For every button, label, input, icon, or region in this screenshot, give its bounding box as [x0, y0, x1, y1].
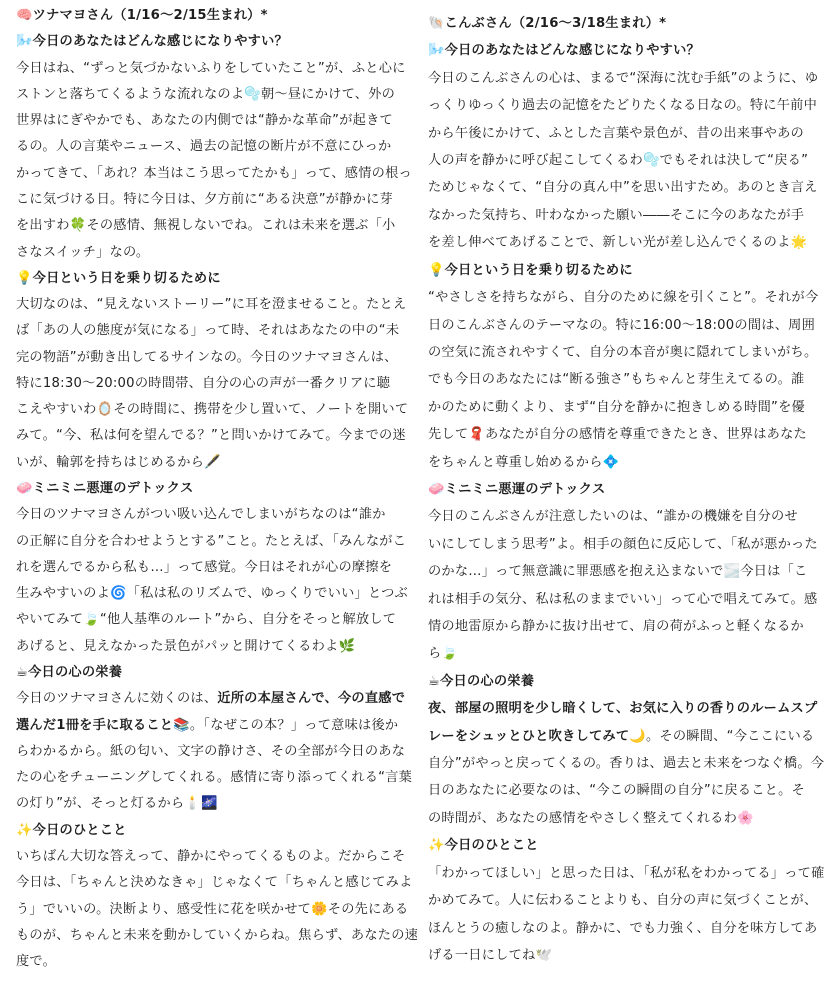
body-line: 度で。: [16, 954, 57, 970]
body-line: [428, 702, 817, 715]
body-line: を出すわ🍀その感情、無視しないでね。これは未来を選ぶ「小: [16, 218, 396, 234]
body-line: 今日のツナマヨさんに効くのは、近所の本屋さんで、今の直感で: [16, 691, 406, 707]
body-line: いにしてしまう思考”よ。相手の顔色に反応して、「私が悪かった: [428, 536, 818, 552]
body-line: こえやすいわ🪞その時間に、携帯を少し置いて、ノートを開いて: [16, 402, 409, 418]
body-line: なかった気持ち、叶わなかった願い――そこに今のあなたが手: [428, 207, 805, 223]
body-line: “やさしさを持ちながら、自分のために線を引くこと”。それが今: [428, 290, 819, 306]
body-line: の灯り”が、そっと灯るから🕯️🌌: [16, 796, 218, 812]
body-line: 今日のこんぶさんが注意したいのは、“誰かの機嫌を自分のせ: [428, 509, 798, 525]
body-line: 大切なのは、“見えないストーリー”に耳を澄ませること。たとえ: [16, 297, 407, 313]
body-line: 「わかってほしい」と思った日は、「私が私をわかってる」って確: [428, 865, 825, 881]
body-line: あげると、見えなかった景色がパッと開けてくるわよ🌿: [16, 638, 356, 654]
body-line: いちばん大切な答えって、静かにやってくるものよ。だからこそ: [16, 848, 406, 864]
body-line: っくりゆっくり過去の記憶をたどりたくなる日なの。特に午前中: [428, 98, 818, 114]
section-heading: 🌬️今日のあなたはどんな感じになりやすい？: [16, 34, 288, 50]
body-line: ものが、ちゃんと未来を動かしていくからね。焦らず、あなたの速: [16, 927, 419, 943]
body-line: を差し伸べてあげることで、新しい光が差し込んでくるのよ🌟: [428, 235, 808, 251]
body-line: ば「あの人の態度が気になる」って時、それはあなたの中の“未: [16, 323, 400, 339]
body-line: かってきて、「あれ？本当はこう思ってたかも」って、感情の根っ: [16, 165, 412, 181]
body-line: るの。人の言葉やニュース、過去の記憶の断片が不意にひっか: [16, 139, 392, 155]
section-heading: ✨今日のひとこと: [16, 822, 127, 838]
body-line: 情の地雷原から静かに抜け出せて、肩の荷がふっと軽くなるか: [428, 619, 804, 635]
body-line: みて。“今、私は何を望んでる？”と問いかけてみて。今までの迷: [16, 428, 406, 444]
body-line: ら🍃: [428, 646, 459, 662]
section-heading: ✨今日のひとこと: [428, 838, 539, 854]
body-line: さなスイッチ」なの。: [16, 244, 150, 260]
section-heading: 🌬️今日のあなたはどんな感じになりやすい？: [428, 43, 700, 59]
body-line: 今日のこんぶさんの心は、まるで“深海に沈む手紙”のように、ゆ: [428, 70, 819, 86]
body-line: げる一日にしてね🕊️: [428, 947, 553, 963]
body-line: れは相手の気分、私は私のままでいい」って心で唱えてみて。感: [428, 591, 818, 607]
bold-span: レーをシュッとひと吹きしてみて: [428, 728, 630, 744]
section-heading: 🧼ミニミニ悪運のデトックス: [16, 481, 194, 497]
body-line: こに気づける日。特に今日は、夕方前に“ある決意”が静かに芽: [16, 191, 393, 207]
body-line: ためじゃなくて、“自分の真ん中”を思い出すため。あのとき言え: [428, 180, 818, 196]
body-line: たの心をチューニングしてくれる。感情に寄り添ってくれる“言葉: [16, 770, 413, 786]
body-line: の正解に自分を合わせようとする”こと。たとえば、「みんながこ: [16, 533, 407, 549]
body-line: 生みやすいのよ🌀「私は私のリズムで、ゆっくりでいい」とつぶ: [16, 586, 408, 602]
body-line: 世界はにぎやかでも、あなたの内側では“静かな革命”が起きて: [16, 113, 393, 129]
body-line: でも今日のあなたには“断る強さ”もちゃんと芽生えてるの。誰: [428, 372, 805, 388]
body-line: から午後にかけて、ふとした言葉や景色が、昔の出来事やあの: [428, 125, 804, 141]
body-line: 自分”がやっと戻ってくるの。香りは、過去と未来をつなぐ橋。今: [428, 756, 825, 772]
body-line: 日のこんぶさんのテーマなの。特に16:00〜18:00の間は、周囲: [428, 317, 816, 333]
section-heading: ☕今日の心の栄養: [16, 665, 123, 680]
body-line: れを選んでるから私も…」って感覚。今日はそれが心の摩擦を: [16, 559, 393, 575]
body-line: ほんとうの癒しなのよ。静かに、でも力強く、自分を味方してあ: [428, 920, 818, 936]
section-heading: 🧼ミニミニ悪運のデトックス: [428, 481, 606, 497]
body-line: かのために動くより、まず“自分を静かに抱きしめる時間”を優: [428, 399, 805, 415]
body-line: 特に18:30〜20:00の時間帯、自分の心の声が一番クリアに聴: [16, 375, 391, 391]
body-line: レーをシュッとひと吹きしてみて🌙。その瞬間、“今ここにいる: [428, 728, 815, 744]
body-line: やいてみて🍃“他人基準のルート”から、自分をそっと解放して: [16, 612, 397, 628]
body-line: ストンと落ちてくるような流れなのよ🫧朝〜昼にかけて、外の: [16, 86, 396, 102]
body-line: 選んだ1冊を手に取ること📚。「なぜこの本？」って意味は後か: [16, 717, 399, 733]
bold-span: 選んだ1冊を手に取ること: [16, 717, 174, 733]
body-line: 今日のツナマヨさんがつい吸い込んでしまいがちなのは“誰か: [16, 507, 386, 523]
section-heading: 💡今日という日を乗り切るために: [16, 270, 221, 286]
section-heading: 💡今日という日を乗り切るために: [428, 262, 633, 278]
body-line: の時間が、あなたの感情をやさしく整えてくれるわ🌸: [428, 810, 754, 826]
body-line: 人の声を静かに呼び起こしてくるわ🫧でもそれは決して“戻る”: [428, 153, 809, 169]
section-heading: 🧠ツナマヨさん（1/16〜2/15生まれ）*: [16, 8, 268, 23]
body-line: をちゃんと尊重し始めるから💠: [428, 454, 620, 470]
body-line: 今日は、「ちゃんと決めなきゃ」じゃなくて「ちゃんと感じてみよ: [16, 875, 413, 891]
bold-span: 夜、部屋の照明を少し暗くして、お気に入りの香りのルームスプ: [428, 701, 818, 717]
body-line: いが、輪郭を持ちはじめるから🖋️: [16, 454, 221, 470]
body-line: 今日はね、“ずっと気づかないふりをしていたこと”が、ふと心に: [16, 60, 406, 76]
body-line: う」でいいの。決断より、感受性に花を咲かせて🌼その先にある: [16, 901, 409, 917]
bold-span: 近所の本屋さんで、今の直感で: [217, 691, 406, 707]
body-line: の空気に流されやすくて、自分の本音が奥に隠れてしまいがち。: [428, 344, 818, 360]
section-heading: ☕今日の心の栄養: [428, 673, 535, 689]
body-line: 先して🧣あなたが自分の感情を尊重できたとき、世界はあなた: [428, 427, 807, 443]
body-line: かめてみて。人に伝わることよりも、自分の声に気づくことが、: [428, 893, 818, 909]
body-line: のかな…」って無意識に罪悪感を抱え込まないで🌫️今日は「こ: [428, 564, 808, 580]
body-line: らわかるから。紙の匂い、文字の静けさ、その全部が今日のあな: [16, 743, 406, 759]
section-heading: 🐚こんぶさん（2/16〜3/18生まれ）*: [428, 16, 667, 31]
body-line: 日のあなたに必要なのは、“今この瞬間の自分”に戻ること。そ: [428, 783, 805, 799]
body-line: 完の物語”が動き出してるサインなの。今日のツナマヨさんは、: [16, 349, 398, 365]
